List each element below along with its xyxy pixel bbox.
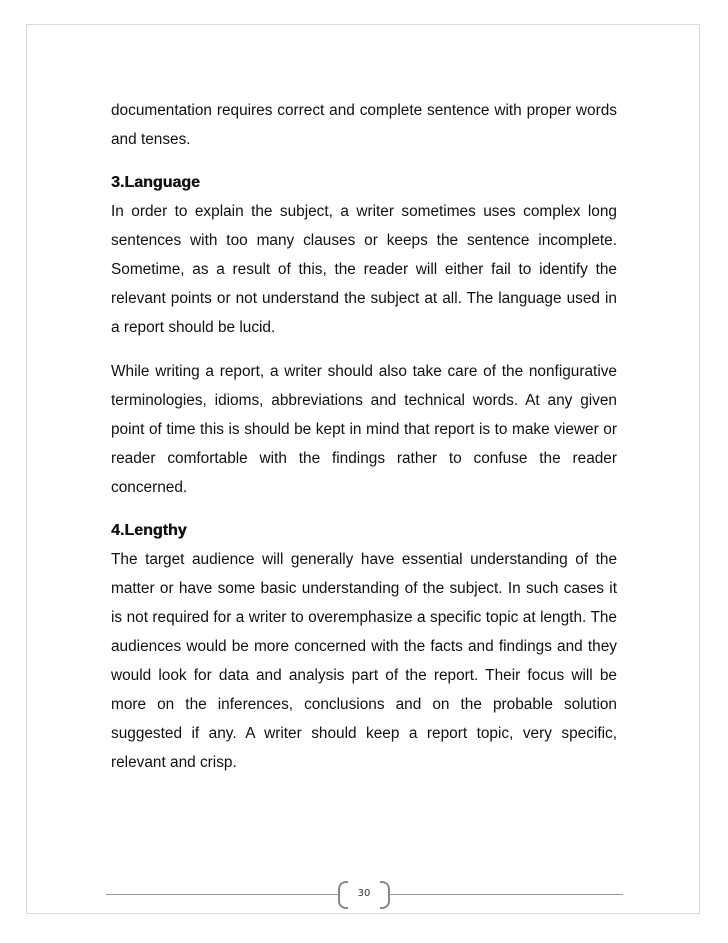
- page-number: 30: [357, 888, 371, 899]
- language-paragraph-1: In order to explain the subject, a writer sometimes uses complex long sentences with too many clauses or keeps the sentence incomplete. Sometime, as a result of this, the reader will either fail to identify the relevant points or not understand the subject at all. The language used in a report should be lucid.: [111, 203, 617, 336]
- language-paragraph-2: While writing a report, a writer should also take care of the nonfigurative terminologies, idioms, abbreviations and technical words. At any given point of time this is should be kept in mind that report is to make viewer or reader comfortable with the findings rather to confuse the reader concerned.: [111, 363, 617, 496]
- intro-paragraph: documentation requires correct and complete sentence with proper words and tenses.: [111, 102, 617, 148]
- page-number-bracket-right: [380, 881, 390, 909]
- lengthy-paragraph-1: The target audience will generally have essential understanding of the matter or have some basic understanding of the subject. In such cases it is not required for a writer to overemphasize a specific topic at length. The audiences would be more concerned with the facts and findings and they would look for data and analysis part of the report. Their focus will be more on the inferences, conclusions and on the probable solution suggested if any. A writer should keep a report topic, very specific, relevant and crisp.: [111, 551, 617, 771]
- section-heading-language: 3.Language: [111, 174, 200, 191]
- footer-rule-right: [390, 894, 623, 895]
- document-body: [111, 96, 617, 777]
- page-number-bracket-left: [338, 881, 348, 909]
- footer-rule-left: [106, 894, 338, 895]
- section-heading-lengthy: 4.Lengthy: [111, 522, 187, 539]
